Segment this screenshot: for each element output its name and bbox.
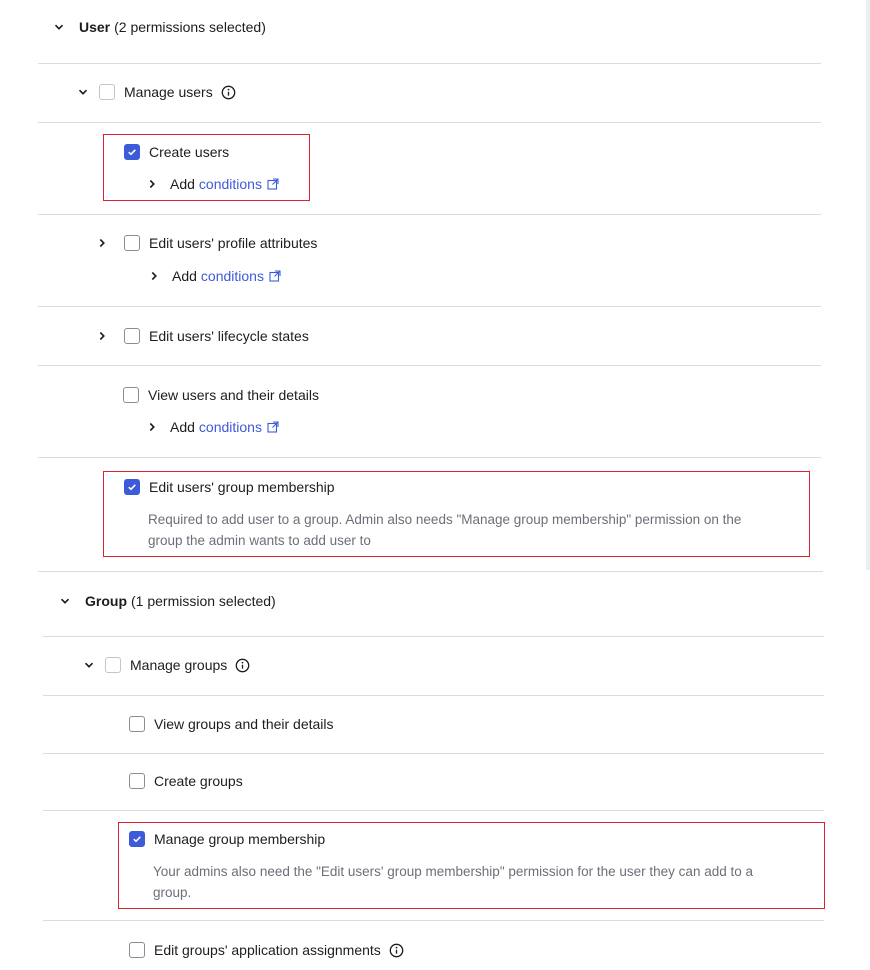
edit-profile-conditions[interactable] <box>148 266 281 286</box>
chevron-down-icon[interactable] <box>55 591 75 611</box>
external-link-icon[interactable] <box>267 421 279 433</box>
view-groups-label: View groups and their details <box>154 716 334 732</box>
chevron-right-icon[interactable] <box>146 178 158 190</box>
chevron-right-icon[interactable] <box>96 330 108 342</box>
view-users-label: View users and their details <box>148 387 319 403</box>
view-users-checkbox[interactable] <box>123 387 139 403</box>
manage-users-label: Manage users <box>124 84 213 100</box>
create-groups-row[interactable] <box>129 771 243 791</box>
edit-lifecycle-label: Edit users' lifecycle states <box>149 328 309 344</box>
manage-group-membership-checkbox[interactable] <box>129 831 145 847</box>
conditions-link[interactable]: conditions <box>198 419 262 435</box>
manage-groups-checkbox[interactable] <box>105 657 121 673</box>
edit-profile-row[interactable] <box>96 233 317 253</box>
info-icon[interactable] <box>221 85 236 100</box>
manage-groups-label: Manage groups <box>130 657 228 673</box>
view-groups-checkbox[interactable] <box>129 716 145 732</box>
group-section-header[interactable] <box>55 591 276 611</box>
create-groups-checkbox[interactable] <box>129 773 145 789</box>
chevron-down-icon[interactable] <box>73 82 93 102</box>
user-section-summary: (2 permissions selected) <box>114 19 266 35</box>
chevron-right-icon[interactable] <box>96 237 108 249</box>
group-section-summary: (1 permission selected) <box>131 593 276 609</box>
scroll-edge <box>866 0 870 570</box>
group-section-title: Group <box>85 593 127 609</box>
divider <box>43 753 824 754</box>
user-section-title: User <box>79 19 111 35</box>
create-users-conditions[interactable] <box>146 174 279 194</box>
divider <box>38 63 821 64</box>
create-users-checkbox[interactable] <box>124 144 140 160</box>
divider <box>38 571 823 572</box>
divider <box>38 457 821 458</box>
edit-profile-label: Edit users' profile attributes <box>149 235 318 251</box>
manage-users-row[interactable] <box>73 82 236 102</box>
external-link-icon[interactable] <box>267 178 279 190</box>
view-users-conditions[interactable] <box>146 417 279 437</box>
add-label: Add <box>170 176 195 192</box>
divider <box>43 695 824 696</box>
edit-lifecycle-checkbox[interactable] <box>124 328 140 344</box>
edit-group-membership-row[interactable] <box>124 477 335 497</box>
edit-group-membership-checkbox[interactable] <box>124 479 140 495</box>
edit-group-membership-description: Required to add user to a group. Admin also needs "Manage group membership" permission on the group the admin wants to add user to <box>148 512 742 548</box>
edit-app-assignments-label: Edit groups' application assignments <box>154 942 381 958</box>
divider <box>43 636 824 637</box>
chevron-down-icon[interactable] <box>79 655 99 675</box>
divider <box>38 122 821 123</box>
edit-app-assignments-checkbox[interactable] <box>129 942 145 958</box>
edit-profile-checkbox[interactable] <box>124 235 140 251</box>
chevron-right-icon[interactable] <box>146 421 158 433</box>
conditions-link[interactable]: conditions <box>198 176 262 192</box>
create-users-row[interactable] <box>124 142 229 162</box>
chevron-right-icon[interactable] <box>148 270 160 282</box>
divider <box>43 810 824 811</box>
manage-group-membership-description: Your admins also need the "Edit users' group membership" permission for the user they can add to a group. <box>153 864 753 900</box>
info-icon[interactable] <box>389 943 404 958</box>
create-users-label: Create users <box>149 144 230 160</box>
view-users-row[interactable] <box>123 385 319 405</box>
manage-groups-row[interactable] <box>79 655 250 675</box>
info-icon[interactable] <box>235 658 250 673</box>
divider <box>43 920 824 921</box>
view-groups-row[interactable] <box>129 714 334 734</box>
chevron-down-icon[interactable] <box>49 17 69 37</box>
edit-lifecycle-row[interactable] <box>96 326 309 346</box>
divider <box>38 214 821 215</box>
divider <box>38 365 821 366</box>
create-groups-label: Create groups <box>154 773 243 789</box>
external-link-icon[interactable] <box>269 270 281 282</box>
edit-group-membership-label: Edit users' group membership <box>149 479 335 495</box>
user-section-header[interactable] <box>49 17 266 37</box>
add-label: Add <box>172 268 197 284</box>
divider <box>38 306 821 307</box>
edit-app-assignments-row[interactable] <box>129 940 404 960</box>
conditions-link[interactable]: conditions <box>200 268 264 284</box>
manage-group-membership-row[interactable] <box>129 829 325 849</box>
manage-group-membership-label: Manage group membership <box>154 831 326 847</box>
manage-users-checkbox[interactable] <box>99 84 115 100</box>
add-label: Add <box>170 419 195 435</box>
